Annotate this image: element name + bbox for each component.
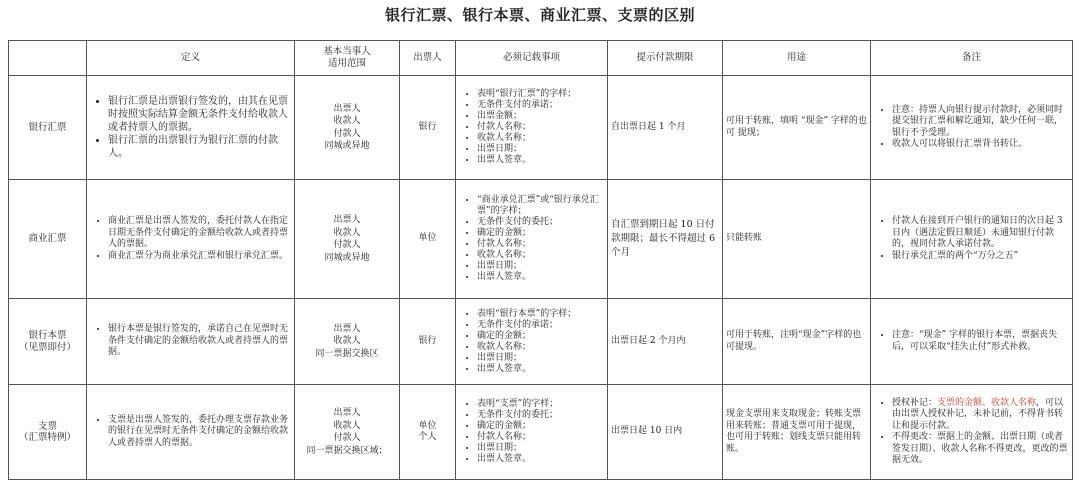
list-item: • 收款人可以将银行汇票背书转让。: [892, 139, 1069, 151]
party-item: 出票人: [333, 408, 361, 418]
party-item: 收款人: [333, 227, 361, 238]
list-item: • 出票人签章。: [477, 364, 604, 375]
party-item: 收款人: [333, 420, 361, 431]
row-name-sub: （见票即付）: [18, 341, 76, 353]
note-highlight: 支票的金额、收款人名称: [937, 397, 1037, 408]
definition-cell: [87, 385, 295, 480]
party-item: 同城或异地: [324, 252, 370, 263]
party-cell: [295, 180, 400, 299]
list-item: • 出票日期；: [477, 353, 604, 364]
header-items: 必须记载事项: [456, 41, 608, 76]
row-name: [9, 385, 87, 480]
list-item: • “商业承兑汇票”或“银行承兑汇票”的字样；: [477, 195, 604, 217]
row-name-main: 支票: [37, 420, 57, 432]
list-item: • 出票人签章。: [477, 155, 604, 166]
list-item: • 确定的金额；: [477, 228, 604, 239]
list-item: • 不得更改：票据上的金额、出票日期（或者签发日期）、收款人名称不得更改，更改的票据无效。: [892, 432, 1069, 467]
list-item: • 表明“银行本票”的字样；: [477, 309, 604, 320]
header-use: 用途: [723, 41, 871, 76]
header-party: 基本当事人 适用范围: [295, 41, 400, 76]
table-row: [9, 180, 1073, 299]
list-item: • 收款人名称；: [477, 250, 604, 261]
header-period: 提示付款期限: [608, 41, 723, 76]
items-cell: [456, 385, 608, 480]
use-cell: 现金支票用来支取现金；转账支票用来转账；普通支票可用于提现，也可用于转账；划线支票只能用转账。: [723, 385, 871, 480]
note-cell: [871, 180, 1073, 299]
header-note: 备注: [871, 41, 1073, 76]
note-text: 授权补记：: [892, 397, 938, 408]
list-item: • 无条件支付的承诺；: [477, 100, 604, 111]
row-name-main: 银行本票: [28, 330, 67, 341]
list-item: • 注意：“现金” 字样的银行本票，票据丧失后，可以采取“挂失止付”形式补救。: [892, 330, 1069, 353]
party-item: 出票人: [333, 323, 361, 334]
note-text: ，可以由出票人授权补记，未补记前，不得背书转让和提示付款。: [892, 397, 1064, 431]
header-definition: 定义: [87, 41, 295, 76]
party-item: 付款人: [333, 128, 361, 139]
party-item: 付款人: [333, 433, 361, 443]
header-row: [9, 41, 1073, 76]
party-item: 同一票据交换区: [315, 348, 379, 359]
list-item: • 确定的金额；: [477, 421, 604, 432]
note-cell: [871, 385, 1073, 480]
items-cell: [456, 299, 608, 385]
list-item: • 出票金额；: [477, 111, 604, 122]
list-item: • 表明“支票”的字样；: [477, 399, 604, 410]
list-item: • 无条件支付的委托；: [477, 217, 604, 228]
table-row: [9, 385, 1073, 480]
row-name: [9, 299, 87, 385]
table-row: [9, 76, 1073, 180]
period-cell: 自出票日起 1 个月: [608, 76, 723, 180]
party-item: 付款人: [333, 240, 361, 250]
period-cell: 出票日起 10 日内: [608, 385, 723, 480]
list-item: • 银行汇票的出票银行为银行汇票的付款人。: [108, 134, 291, 160]
party-item: 收款人: [333, 116, 361, 126]
note-cell: [871, 76, 1073, 180]
use-cell: 可用于转账，填明 “现金” 字样的也可 提现；: [723, 76, 871, 180]
comparison-table: [8, 40, 1073, 480]
list-item: • 无条件支付的委托；: [477, 410, 604, 421]
page-title: 银行汇票、银行本票、商业汇票、支票的区别: [384, 6, 695, 24]
definition-cell: [87, 180, 295, 299]
list-item: • 注意：持票人向银行提示付款时，必须同时提交银行汇票和解讫通知，缺少任何一联，银行不予受理。: [892, 105, 1069, 140]
header-drawer: 出票人: [400, 41, 456, 76]
party-item: 出票人: [333, 215, 361, 225]
definition-cell: [87, 76, 295, 180]
party-item: 同一票据交换区域；: [306, 445, 388, 456]
list-item: • 出票人签章。: [477, 454, 604, 465]
list-item: • 出票日期；: [477, 144, 604, 155]
list-item: • 商业汇票分为商业承兑汇票和银行承兑汇票。: [108, 251, 291, 263]
list-item: • 商业汇票是出票人签发的，委托付款人在指定日期无条件支付确定的金额给收款人或者持票人的票据。: [108, 216, 291, 251]
table-row: [9, 299, 1073, 385]
row-name: 商业汇票: [9, 180, 87, 299]
row-name: 银行汇票: [9, 76, 87, 180]
header-name: [9, 41, 87, 76]
list-item: • 付款人在接到开户银行的通知日的次日起 3 日内（遇法定假日顺延）未通知银行付款的，视同付款人承诺付款。: [892, 216, 1069, 251]
list-item: • 银行本票是银行签发的，承诺自己在见票时无条件支付确定的金额给收款人或者持票人的票据。: [108, 324, 291, 359]
list-item: • 确定的金额；: [477, 331, 604, 342]
party-cell: [295, 385, 400, 480]
drawer-cell: 银行: [400, 76, 456, 180]
list-item: • 付款人名称；: [477, 122, 604, 133]
list-item: • 支票是出票人签发的，委托办理支票存款业务的银行在见票时无条件支付确定的金额给收款人或者持票人的票据。: [108, 415, 291, 450]
note-cell: [871, 299, 1073, 385]
party-item: 出票人: [333, 103, 361, 114]
list-item: • 付款人名称；: [477, 432, 604, 443]
period-cell: 出票日起 2 个月内: [608, 299, 723, 385]
items-cell: [456, 180, 608, 299]
row-name-sub: （汇票特例）: [18, 432, 76, 443]
drawer-cell: 银行: [400, 299, 456, 385]
party-item: 同城或异地: [324, 141, 370, 151]
list-item: • 收款人名称；: [477, 342, 604, 353]
use-cell: 只能转账: [723, 180, 871, 299]
list-item: • 付款人名称；: [477, 239, 604, 250]
list-item: • 银行汇票是出票银行签发的，由其在见票时按照实际结算金额无条件支付给收款人或者持票人的票据。: [108, 95, 291, 134]
definition-cell: [87, 299, 295, 385]
list-item: • 无条件支付的承诺；: [477, 320, 604, 331]
list-item: • 出票日期；: [477, 261, 604, 272]
use-cell: 可用于转账，注明“现金”字样的也可提现。: [723, 299, 871, 385]
drawer-cell: 单位 个人: [400, 385, 456, 480]
list-item: [892, 398, 1069, 433]
items-cell: [456, 76, 608, 180]
party-item: 收款人: [333, 336, 361, 347]
list-item: • 表明“银行汇票”的字样；: [477, 89, 604, 100]
period-cell: 自汇票到期日起 10 日付款期限；最长不得超过 6 个月: [608, 180, 723, 299]
list-item: • 收款人名称；: [477, 133, 604, 144]
list-item: • 出票日期；: [477, 443, 604, 454]
party-cell: [295, 299, 400, 385]
party-cell: [295, 76, 400, 180]
drawer-cell: 单位: [400, 180, 456, 299]
list-item: • 出票人签章。: [477, 272, 604, 283]
list-item: • 银行承兑汇票的两个“万分之五”: [892, 251, 1069, 263]
